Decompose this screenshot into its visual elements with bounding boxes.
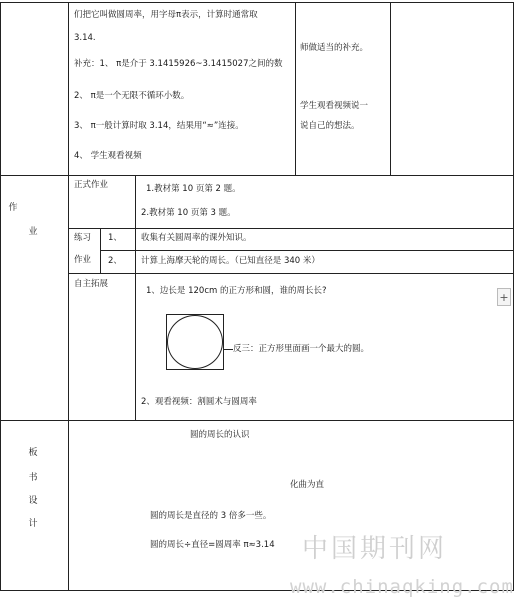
board-line: 圆的周长÷直径=圆周率 π≈3.14: [150, 540, 275, 550]
table-rule: [0, 420, 514, 421]
table-rule: [100, 228, 101, 273]
board-label-char: 设: [28, 496, 38, 506]
board-line: 圆的周长是直径的 3 倍多一些。: [150, 511, 272, 521]
board-title: 圆的周长的认识: [190, 430, 250, 440]
formal-homework-item: 1.教材第 10 页第 2 题。: [146, 184, 241, 194]
table-rule: [295, 2, 296, 175]
explore-callout: 反三：正方形里面画一个最大的圆。: [233, 344, 370, 354]
content-line: 补充：1、 π是介于 3.1415926~3.1415027之间的数: [74, 59, 283, 69]
board-label-char: 计: [28, 519, 38, 529]
table-rule: [0, 2, 514, 3]
table-rule: [68, 2, 69, 590]
practice-label-line: 练习: [74, 233, 92, 243]
content-line: 3.14.: [74, 33, 96, 43]
formal-homework-item: 2.教材第 10 页第 3 题。: [141, 208, 236, 218]
content-line: 们把它叫做圆周率，用字母π表示，计算时通常取: [74, 10, 258, 20]
content-line: 2、 π是一个无限不循环小数。: [74, 91, 190, 101]
formal-homework-label: 正式作业: [74, 180, 109, 190]
explore-question-1: 1、边长是 120cm 的正方形和圆，谁的周长长?: [146, 286, 327, 296]
watermark-url: www.chinaqking.com: [290, 576, 514, 598]
explore-label: 自主拓展: [74, 279, 109, 289]
square-with-inscribed-circle: [166, 314, 224, 370]
homework-label-char: 作: [8, 203, 18, 213]
content-line: 4、 学生观看视频: [74, 151, 142, 161]
board-label-char: 书: [28, 473, 38, 483]
inscribed-circle: [167, 315, 223, 369]
table-rule: [390, 2, 391, 175]
practice-row-text: 计算上海摩天轮的周长。（已知直径是 340 米）: [141, 256, 320, 266]
callout-line: [224, 349, 233, 350]
table-rule: [100, 250, 514, 251]
student-note-line: 说自己的想法。: [300, 121, 360, 131]
practice-row-number: 2、: [108, 256, 122, 266]
explore-question-2: 2、观看视频：割圆术与圆周率: [141, 397, 257, 407]
expand-button[interactable]: +: [497, 288, 511, 306]
teacher-note: 师做适当的补充。: [300, 43, 369, 53]
practice-row-number: 1、: [108, 233, 122, 243]
content-line: 3、 π一般计算时取 3.14，结果用“≈”连接。: [74, 121, 244, 131]
table-rule: [0, 2, 1, 590]
table-rule: [135, 175, 136, 420]
practice-label-line: 作业: [74, 255, 92, 265]
homework-label-char: 业: [28, 227, 38, 237]
practice-row-text: 收集有关圆周率的课外知识。: [141, 233, 252, 243]
board-label-char: 板: [28, 448, 38, 458]
board-note: 化曲为直: [290, 480, 325, 490]
student-note-line: 学生观看视频说一: [300, 101, 369, 111]
watermark-cn: 中国期刊网: [302, 534, 448, 564]
table-rule: [0, 175, 514, 176]
